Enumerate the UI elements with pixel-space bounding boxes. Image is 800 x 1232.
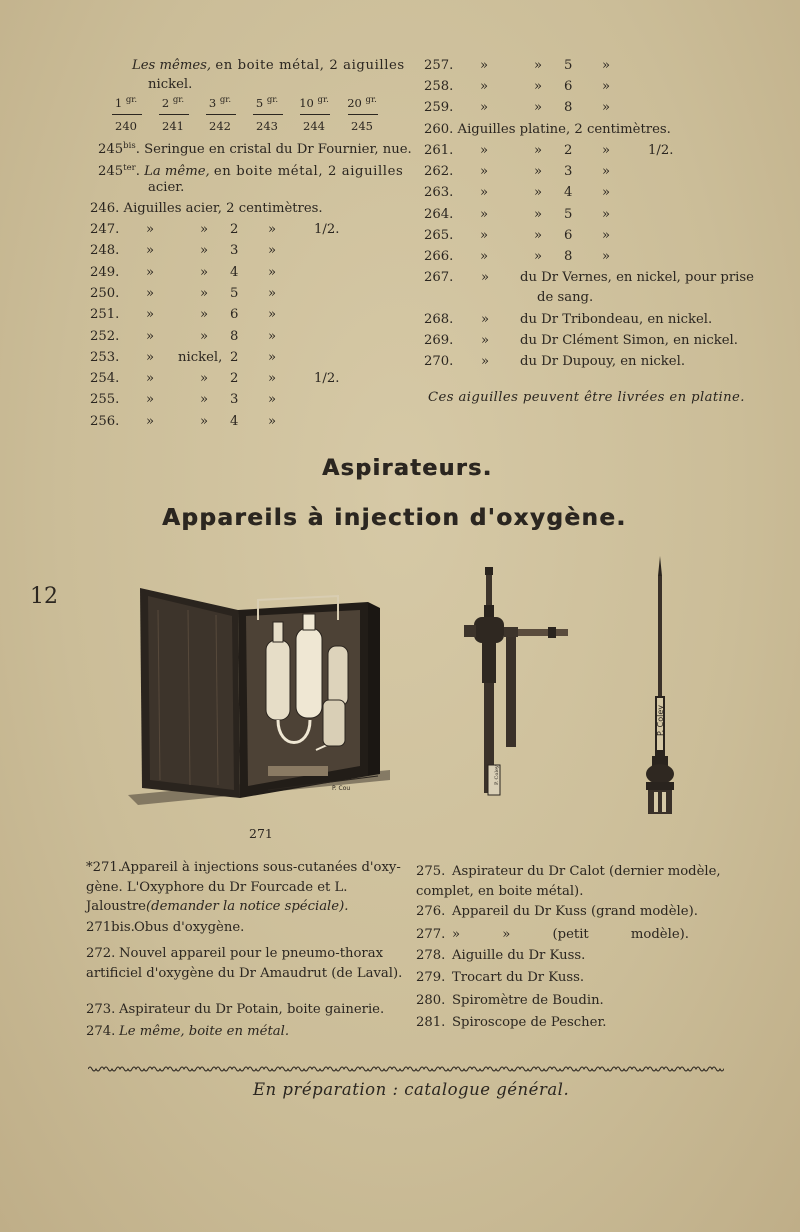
item-246: 246. Aiguilles acier, 2 centimètres. (90, 201, 323, 216)
cell-num: 256. (90, 413, 120, 429)
left-row-251 (90, 304, 390, 325)
gram-cell-10: 10 $^{gr.}$ (299, 95, 329, 110)
cell-num: 263. (424, 185, 454, 201)
kuss-needle-illustration (638, 556, 682, 818)
item-275: 275. Aspirateur du Dr Calot (dernier modèle, complet, en boite métal). (416, 864, 721, 899)
cell-b: » (534, 185, 543, 201)
item-268: 268. » du Dr Tribondeau, en nickel. (424, 312, 713, 327)
grams-table (108, 95, 388, 135)
cell-c: 3 (564, 164, 573, 180)
cell-d: » (268, 413, 277, 429)
right-row-264 (424, 204, 724, 225)
cell-b: » (200, 264, 209, 280)
item-280: 280. Spiromètre de Boudin. (416, 993, 604, 1008)
cell-a: » (480, 206, 489, 222)
item-272: 272. Nouvel appareil pour le pneumo-thorax artificiel d'oxygène du Dr Amaudrut (de Laval). (86, 946, 403, 981)
item-245bis: $245^{bis}$. Seringue en cristal du Dr Fournier, nue. (98, 141, 412, 157)
cell-c: 5 (564, 206, 573, 222)
cell-c: 6 (564, 79, 573, 95)
cell-d: » (602, 249, 611, 264)
left-row-249 (90, 262, 390, 283)
left-row-252 (90, 326, 390, 347)
wavy-divider (88, 1064, 724, 1074)
intro-line-2: nickel. (148, 77, 193, 92)
cell-d: » (602, 100, 611, 116)
left-row-247 (90, 219, 390, 240)
cell-b: » (534, 249, 543, 264)
platinum-note: Ces aiguilles peuvent être livrées en platine. (428, 390, 745, 405)
cell-c: 3 (230, 392, 239, 408)
gram-cell-5: 5 $^{gr.}$ (255, 95, 279, 110)
right-row-265 (424, 225, 724, 246)
cell-a: » (146, 307, 155, 323)
cell-a: » (146, 413, 155, 429)
cell-b: » (534, 79, 543, 95)
cell-a: » (146, 371, 155, 387)
cell-num: 254. (90, 371, 120, 387)
item-269: 269. » du Dr Clément Simon, en nickel. (424, 333, 738, 348)
cell-c: 2 (230, 371, 239, 387)
gram-num-243: 243 (256, 119, 278, 133)
cell-b: » (200, 243, 209, 259)
left-row-255 (90, 389, 390, 410)
gram-num-242: 242 (209, 119, 231, 133)
cell-d: » (602, 227, 611, 243)
valve-signature: P. Coley (494, 765, 500, 785)
cell-a: » (146, 349, 155, 365)
cell-num: 255. (90, 392, 120, 408)
cell-c: 8 (230, 328, 239, 344)
gram-cell-1: 1 $^{gr.}$ (114, 95, 138, 110)
right-row-266 (424, 246, 724, 267)
engraver-signature-left: P. Cou (332, 785, 351, 792)
item-274: 274. Le même, boite en métal. (86, 1024, 290, 1039)
cell-b: » (534, 227, 543, 243)
cell-e: 1/2. (648, 143, 674, 158)
cell-b: » (200, 371, 209, 387)
cell-d: » (602, 58, 611, 73)
right-row-261 (424, 140, 724, 161)
cell-d: » (602, 143, 611, 158)
cell-a: » (146, 328, 155, 344)
cell-d: » (268, 371, 277, 387)
cell-a: » (480, 249, 489, 264)
cell-num: 253. (90, 349, 120, 365)
cell-a: » (146, 392, 155, 408)
item-279: 279. Trocart du Dr Kuss. (416, 970, 585, 985)
cell-c: 2 (230, 222, 239, 237)
cell-num: 265. (424, 227, 454, 243)
cell-b: » (200, 392, 209, 408)
heading-aspirateurs: Aspirateurs. (322, 456, 493, 481)
item-260: 260. Aiguilles platine, 2 centimètres. (424, 122, 671, 137)
cell-c: 4 (564, 185, 573, 201)
cell-d: » (602, 206, 611, 222)
cell-b: » (534, 164, 543, 180)
gram-num-245: 245 (351, 119, 373, 133)
cell-a: » (146, 222, 155, 237)
cell-a: » (146, 243, 155, 259)
cell-a: » (480, 100, 489, 116)
right-row-262 (424, 161, 724, 182)
cell-num: 261. (424, 143, 454, 158)
cell-num: 249. (90, 264, 120, 280)
cell-b: » (534, 206, 543, 222)
cell-d: » (268, 222, 277, 237)
cell-b: nickel, (178, 349, 223, 365)
cell-a: » (480, 143, 489, 158)
cell-d: » (268, 349, 277, 365)
gram-cell-20: 20 $^{gr.}$ (347, 95, 377, 110)
cell-a: » (480, 227, 489, 243)
cell-b: » (200, 307, 209, 323)
cell-c: 3 (230, 243, 239, 259)
cell-num: 266. (424, 249, 454, 264)
gram-cell-2: 2 $^{gr.}$ (161, 95, 185, 110)
right-row-259 (424, 97, 724, 118)
item-281: 281. Spiroscope de Pescher. (416, 1015, 607, 1030)
cell-c: 4 (230, 264, 239, 280)
cell-num: 248. (90, 243, 120, 259)
cell-num: 250. (90, 285, 120, 301)
cell-d: » (268, 264, 277, 280)
cell-c: 8 (564, 100, 573, 116)
cell-num: 251. (90, 307, 120, 323)
item-277: 277. » » (petit modèle). (416, 927, 689, 942)
cell-num: 252. (90, 328, 120, 344)
cell-d: » (602, 185, 611, 201)
right-row-263 (424, 182, 724, 203)
cell-c: 8 (564, 249, 573, 264)
cell-b: » (200, 413, 209, 429)
cell-num: 259. (424, 100, 454, 116)
cell-num: 257. (424, 58, 454, 73)
cell-d: » (268, 392, 277, 408)
gram-num-240: 240 (115, 119, 137, 133)
cell-a: » (480, 58, 489, 73)
cell-a: » (480, 164, 489, 180)
cell-e: 1/2. (314, 222, 340, 237)
cell-num: 264. (424, 206, 454, 222)
left-row-253 (90, 347, 390, 368)
item-245ter-line2: acier. (148, 180, 185, 195)
right-row-257 (424, 55, 724, 76)
cell-e: 1/2. (314, 371, 340, 387)
item-271: *271.Appareil à injections sous-cutanées d'oxy-gène. L'Oxyphore du Dr Fourcade et L. Jaloustre(demander la notice spéciale). (86, 860, 401, 914)
item-276: 276. Appareil du Dr Kuss (grand modèle). (416, 904, 698, 919)
gram-num-241: 241 (162, 119, 184, 133)
cell-b: » (534, 58, 543, 73)
cell-c: 4 (230, 413, 239, 429)
page-number: 12 (30, 584, 58, 609)
cell-a: » (480, 185, 489, 201)
intro-title: Les mêmes, (132, 58, 212, 73)
cell-b: » (200, 222, 209, 237)
cell-num: 262. (424, 164, 454, 180)
item-245ter: $245^{ter}$. La même, en boite métal, 2 aiguilles (98, 163, 404, 179)
cell-c: 2 (564, 143, 573, 158)
cell-num: 247. (90, 222, 120, 237)
aspirator-valve-illustration (458, 565, 570, 800)
cell-a: » (146, 264, 155, 280)
left-row-254 (90, 368, 390, 389)
cell-c: 2 (230, 349, 239, 365)
item-267-line2: de sang. (537, 290, 594, 305)
gram-num-244: 244 (303, 119, 325, 133)
engraver-signature-right: P. Coley (656, 704, 665, 736)
cell-a: » (146, 285, 155, 301)
cell-d: » (268, 328, 277, 344)
heading-appareils: Appareils à injection d'oxygène. (162, 505, 627, 531)
item-267: 267. » du Dr Vernes, en nickel, pour prise (424, 270, 754, 285)
cell-d: » (268, 307, 277, 323)
item-270: 270. » du Dr Dupouy, en nickel. (424, 354, 686, 369)
gram-cell-3: 3 $^{gr.}$ (208, 95, 232, 110)
oxyphore-box-illustration (128, 580, 390, 816)
cell-c: 5 (230, 285, 239, 301)
cell-b: » (200, 328, 209, 344)
cell-d: » (268, 243, 277, 259)
intro-line-1 (132, 55, 405, 76)
cell-d: » (268, 285, 277, 301)
item-278: 278. Aiguille du Dr Kuss. (416, 948, 586, 963)
intro-rest: en boite métal, 2 aiguilles (215, 58, 405, 73)
right-row-258 (424, 76, 724, 97)
cell-c: 6 (230, 307, 239, 323)
item-273: 273. Aspirateur du Dr Potain, boite gainerie. (86, 1002, 385, 1017)
cell-c: 6 (564, 227, 573, 243)
cell-a: » (480, 79, 489, 95)
cell-d: » (602, 79, 611, 95)
cell-c: 5 (564, 58, 573, 73)
left-row-256 (90, 411, 390, 432)
figure-caption-271: 271 (249, 826, 273, 841)
cell-num: 258. (424, 79, 454, 95)
cell-b: » (200, 285, 209, 301)
cell-b: » (534, 100, 543, 116)
item-271bis: 271bis.Obus d'oxygène. (86, 920, 245, 935)
cell-d: » (602, 164, 611, 180)
left-row-248 (90, 240, 390, 261)
footer-note: En préparation : catalogue général. (253, 1080, 570, 1099)
cell-b: » (534, 143, 543, 158)
left-row-250 (90, 283, 390, 304)
